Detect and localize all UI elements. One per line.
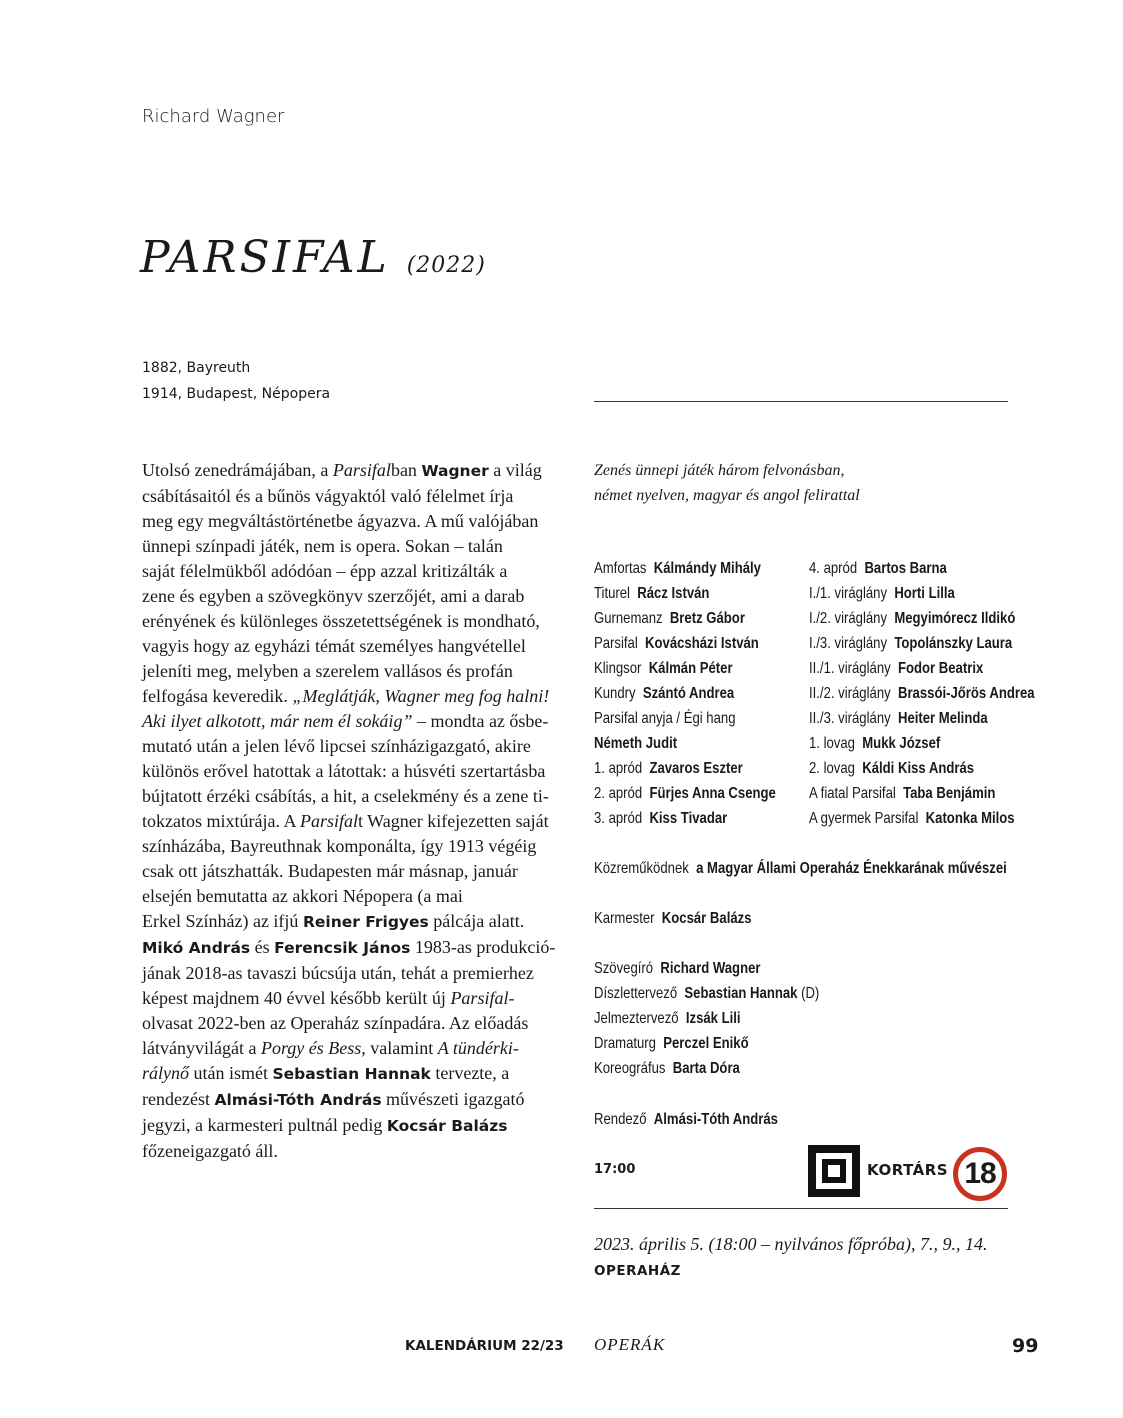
credit-row bbox=[594, 781, 776, 806]
text: különös erővel hatottak a látottak: a húsvéti szertartásba bbox=[142, 761, 546, 781]
credit-row bbox=[809, 681, 1035, 706]
credit-row bbox=[594, 731, 776, 756]
body-line bbox=[142, 784, 555, 809]
chorus-credit bbox=[594, 856, 1007, 881]
creative-team bbox=[594, 956, 819, 1081]
credit-row bbox=[809, 606, 1035, 631]
credit-role: I./3. viráglány bbox=[809, 635, 888, 652]
credit-row bbox=[594, 1031, 819, 1056]
venue: OPERAHÁZ bbox=[594, 1263, 681, 1279]
text: rendezést bbox=[142, 1089, 215, 1109]
credit-name: Zavaros Eszter bbox=[649, 760, 743, 777]
credit-role: 2. apród bbox=[594, 785, 643, 802]
credit-row bbox=[809, 656, 1035, 681]
footer-section: OPERÁK bbox=[594, 1335, 666, 1354]
cast-list-right bbox=[809, 556, 1035, 831]
conductor-credit bbox=[594, 906, 752, 931]
body-line bbox=[142, 834, 555, 859]
credit-role: Koreográfus bbox=[594, 1060, 666, 1077]
text: saját félelmükből adódóan – épp azzal kritizálták a bbox=[142, 561, 508, 581]
text: felfogása keveredik. bbox=[142, 686, 293, 706]
body-line bbox=[142, 1061, 555, 1087]
text: látványvilágát a bbox=[142, 1038, 261, 1058]
credit-name: Káldi Kiss András bbox=[862, 760, 975, 777]
bold-name: Reiner Frigyes bbox=[302, 913, 429, 931]
credit-row bbox=[809, 581, 1035, 606]
text: olvasat 2022-ben az Operaház színpadára. Az előadás bbox=[142, 1013, 529, 1033]
text: tervezte, a bbox=[430, 1063, 510, 1083]
credit-name: Kálmán Péter bbox=[648, 660, 733, 677]
body-line bbox=[142, 609, 555, 634]
italic-text: „Meglátják, Wagner meg fog halni! bbox=[292, 686, 550, 706]
credit-row bbox=[809, 781, 1035, 806]
credit-role: Gurnemanz bbox=[594, 610, 663, 627]
credit-name: Fodor Beatrix bbox=[897, 660, 984, 677]
body-line bbox=[142, 1036, 555, 1061]
body-line bbox=[142, 734, 555, 759]
credit-role: Klingsor bbox=[594, 660, 642, 677]
italic-text: Parsifal bbox=[299, 811, 358, 831]
text: után ismét bbox=[189, 1063, 273, 1083]
text: tokzatos mixtúrája. A bbox=[142, 811, 300, 831]
body-line bbox=[142, 534, 555, 559]
italic-text: Parsifal- bbox=[450, 988, 515, 1008]
composer: Richard Wagner bbox=[142, 106, 285, 127]
body-line bbox=[142, 759, 555, 784]
body-line bbox=[142, 961, 555, 986]
credit-row bbox=[809, 556, 1035, 581]
body-line bbox=[142, 684, 555, 709]
page-title bbox=[140, 232, 486, 283]
text: pálcája alatt. bbox=[428, 911, 525, 931]
body-line bbox=[142, 458, 555, 484]
credit-role: A gyermek Parsifal bbox=[809, 810, 919, 827]
credit-name: Barta Dóra bbox=[672, 1060, 740, 1077]
text: főzeneigazgató áll. bbox=[142, 1141, 278, 1161]
body-line bbox=[142, 935, 555, 961]
credit-role: A fiatal Parsifal bbox=[809, 785, 896, 802]
italic-text: rálynő bbox=[142, 1063, 189, 1083]
credit-name: Bretz Gábor bbox=[669, 610, 745, 627]
performance-dates: 2023. április 5. (18:00 – nyilvános főpróba), 7., 9., 14. bbox=[594, 1234, 988, 1254]
text: vagyis hogy az egyházi témát személyes hangvétellel bbox=[142, 636, 526, 656]
body-line bbox=[142, 509, 555, 534]
footer-magazine: KALENDÁRIUM 22/23 bbox=[405, 1338, 564, 1354]
text: meg egy megváltástörténetbe ágyazva. A mű valójában bbox=[142, 511, 539, 531]
credit-role: Parsifal anyja / Égi hang bbox=[594, 710, 736, 727]
text: mutató után a jelen lévő lipcsei színházigazgató, akire bbox=[142, 736, 531, 756]
credit-name: Fürjes Anna Csenge bbox=[649, 785, 776, 802]
credit-note: (D) bbox=[797, 985, 820, 1002]
text: színházába, Bayreuthnak komponálta, így 1913 végéig bbox=[142, 836, 537, 856]
credit-name: Richard Wagner bbox=[660, 960, 761, 977]
text: csábításaitól és a bűnös vágyaktól való félelmet írja bbox=[142, 486, 514, 506]
credit-role: 4. apród bbox=[809, 560, 858, 577]
text: képest majdnem 40 évvel később került új bbox=[142, 988, 451, 1008]
credit-name: Izsák Lili bbox=[685, 1010, 741, 1027]
text: valamint bbox=[365, 1038, 438, 1058]
text: és bbox=[250, 937, 275, 957]
text: Erkel Színház) az ifjú bbox=[142, 911, 303, 931]
premiere-budapest: 1914, Budapest, Népopera bbox=[142, 386, 331, 402]
credit-role: Közreműködnek bbox=[594, 860, 689, 877]
credit-name: Perczel Enikő bbox=[663, 1035, 749, 1052]
text: csak ott játszhatták. Budapesten már másnap, január bbox=[142, 861, 518, 881]
bold-name: Sebastian Hannak bbox=[272, 1065, 431, 1083]
body-line bbox=[142, 1139, 555, 1164]
credit-name: Szántó Andrea bbox=[642, 685, 735, 702]
bold-name: Mikó András bbox=[142, 939, 251, 957]
body-line bbox=[142, 809, 555, 834]
body-line bbox=[142, 859, 555, 884]
credit-name: Bartos Barna bbox=[864, 560, 947, 577]
body-line bbox=[142, 709, 555, 734]
body-line bbox=[142, 1011, 555, 1036]
credit-row bbox=[809, 756, 1035, 781]
credit-name: Kálmándy Mihály bbox=[653, 560, 761, 577]
credit-role: 3. apród bbox=[594, 810, 643, 827]
credit-role: 2. lovag bbox=[809, 760, 855, 777]
body-line bbox=[142, 1087, 555, 1113]
credit-role: I./1. viráglány bbox=[809, 585, 888, 602]
body-line bbox=[142, 484, 555, 509]
body-line bbox=[142, 1113, 555, 1139]
credit-name: a Magyar Állami Operaház Énekkarának művészei bbox=[696, 860, 1007, 877]
body-line bbox=[142, 884, 555, 909]
text: művészeti igazgató bbox=[381, 1089, 525, 1109]
credit-row bbox=[594, 581, 776, 606]
premiere-bayreuth: 1882, Bayreuth bbox=[142, 360, 251, 376]
text: a világ bbox=[488, 460, 542, 480]
credit-role: Dramaturg bbox=[594, 1035, 656, 1052]
credit-name: Rácz István bbox=[637, 585, 710, 602]
credit-name: Kocsár Balázs bbox=[661, 910, 752, 927]
body-line bbox=[142, 559, 555, 584]
credit-name: Almási-Tóth András bbox=[653, 1111, 778, 1128]
credit-role: Karmester bbox=[594, 910, 655, 927]
credit-name: Heiter Melinda bbox=[897, 710, 988, 727]
credit-role: 1. lovag bbox=[809, 735, 855, 752]
credit-name: Brassói-Jőrös Andrea bbox=[897, 685, 1035, 702]
kortars-logo-icon bbox=[808, 1145, 860, 1197]
credit-row bbox=[594, 681, 776, 706]
credit-role: I./2. viráglány bbox=[809, 610, 888, 627]
credit-row bbox=[809, 731, 1035, 756]
italic-text: Aki ilyet alkotott, már nem él sokáig” bbox=[142, 711, 413, 731]
category-label: KORTÁRS bbox=[867, 1161, 949, 1179]
italic-text: Parsifal bbox=[332, 460, 391, 480]
credit-role: Titurel bbox=[594, 585, 630, 602]
bold-name: Kocsár Balázs bbox=[386, 1117, 508, 1135]
credit-row bbox=[594, 1006, 819, 1031]
text: ünnepi színpadi játék, nem is opera. Sokan – talán bbox=[142, 536, 503, 556]
credit-role: 1. apród bbox=[594, 760, 643, 777]
director-credit bbox=[594, 1107, 778, 1132]
italic-text: Porgy és Bess, bbox=[260, 1038, 366, 1058]
credit-role: Parsifal bbox=[594, 635, 638, 652]
credit-row bbox=[809, 806, 1035, 831]
page-number: 99 bbox=[1012, 1335, 1039, 1357]
credit-row bbox=[594, 631, 776, 656]
subtitle-line: Zenés ünnepi játék három felvonásban, bbox=[594, 462, 845, 479]
credit-name: Németh Judit bbox=[594, 735, 678, 752]
text: jának 2018-as tavaszi búcsúja után, tehát a premierhez bbox=[142, 963, 534, 983]
credit-role: Jelmeztervező bbox=[594, 1010, 679, 1027]
credit-role: II./2. viráglány bbox=[809, 685, 891, 702]
article-body bbox=[142, 458, 555, 1164]
bold-name: Wagner bbox=[421, 462, 489, 480]
credit-row bbox=[594, 706, 776, 731]
credit-name: Megyimórecz Ildikó bbox=[894, 610, 1016, 627]
text: Utolsó zenedrámájában, a bbox=[142, 460, 333, 480]
credit-row bbox=[594, 981, 819, 1006]
credit-row bbox=[809, 706, 1035, 731]
body-line bbox=[142, 986, 555, 1011]
credit-row bbox=[594, 656, 776, 681]
credit-role: Rendező bbox=[594, 1111, 647, 1128]
text: jegyzi, a karmesteri pultnál pedig bbox=[142, 1115, 387, 1135]
credit-name: Kovácsházi István bbox=[645, 635, 759, 652]
credit-name: Mukk József bbox=[862, 735, 941, 752]
credit-name: Katonka Milos bbox=[925, 810, 1015, 827]
credit-row bbox=[809, 631, 1035, 656]
text: erényének és különleges összetettségének is mondható, bbox=[142, 611, 540, 631]
bold-name: Ferencsik János bbox=[274, 939, 411, 957]
credit-row bbox=[594, 956, 819, 981]
text: t Wagner kifejezetten saját bbox=[358, 811, 549, 831]
credit-row bbox=[594, 1056, 819, 1081]
credit-role: Kundry bbox=[594, 685, 636, 702]
divider bbox=[594, 1208, 1008, 1209]
text: zene és egyben a szövegkönyv szerzőjét, ami a darab bbox=[142, 586, 525, 606]
text: bújtatott érzéki csábítás, a hit, a cselekmény és a zene ti- bbox=[142, 786, 549, 806]
text: elsején bemutatta az akkori Népopera (a mai bbox=[142, 886, 463, 906]
credit-name: Horti Lilla bbox=[894, 585, 955, 602]
credit-row bbox=[594, 756, 776, 781]
text: – mondta az ősbe- bbox=[412, 711, 549, 731]
italic-text: A tündérki- bbox=[437, 1038, 519, 1058]
text: jeleníti meg, melyben a szerelem vallásos és profán bbox=[142, 661, 513, 681]
cast-list-left bbox=[594, 556, 776, 831]
text: ban bbox=[390, 460, 422, 480]
bold-name: Almási-Tóth András bbox=[214, 1091, 382, 1109]
subtitle bbox=[594, 458, 860, 508]
subtitle-line: német nyelven, magyar és angol felirattal bbox=[594, 487, 860, 504]
credit-role: Amfortas bbox=[594, 560, 647, 577]
credit-row bbox=[594, 606, 776, 631]
credit-row bbox=[594, 556, 776, 581]
credit-role: II./3. viráglány bbox=[809, 710, 891, 727]
divider bbox=[594, 401, 1008, 402]
body-line bbox=[142, 659, 555, 684]
age-rating-badge: 18 bbox=[953, 1147, 1007, 1201]
credit-role: Szövegíró bbox=[594, 960, 654, 977]
credit-name: Kiss Tivadar bbox=[649, 810, 728, 827]
body-line bbox=[142, 909, 555, 935]
start-time: 17:00 bbox=[594, 1162, 636, 1177]
credit-name: Topolánszky Laura bbox=[894, 635, 1013, 652]
credit-name: Taba Benjámin bbox=[903, 785, 996, 802]
body-line bbox=[142, 634, 555, 659]
credit-row bbox=[594, 806, 776, 831]
title-text: PARSIFAL bbox=[140, 232, 390, 283]
text: 1983-as produkció- bbox=[410, 937, 556, 957]
credit-role: Díszlettervező bbox=[594, 985, 678, 1002]
body-line bbox=[142, 584, 555, 609]
credit-name: Sebastian Hannak bbox=[684, 985, 798, 1002]
credit-role: II./1. viráglány bbox=[809, 660, 891, 677]
title-year: (2022) bbox=[406, 253, 486, 278]
